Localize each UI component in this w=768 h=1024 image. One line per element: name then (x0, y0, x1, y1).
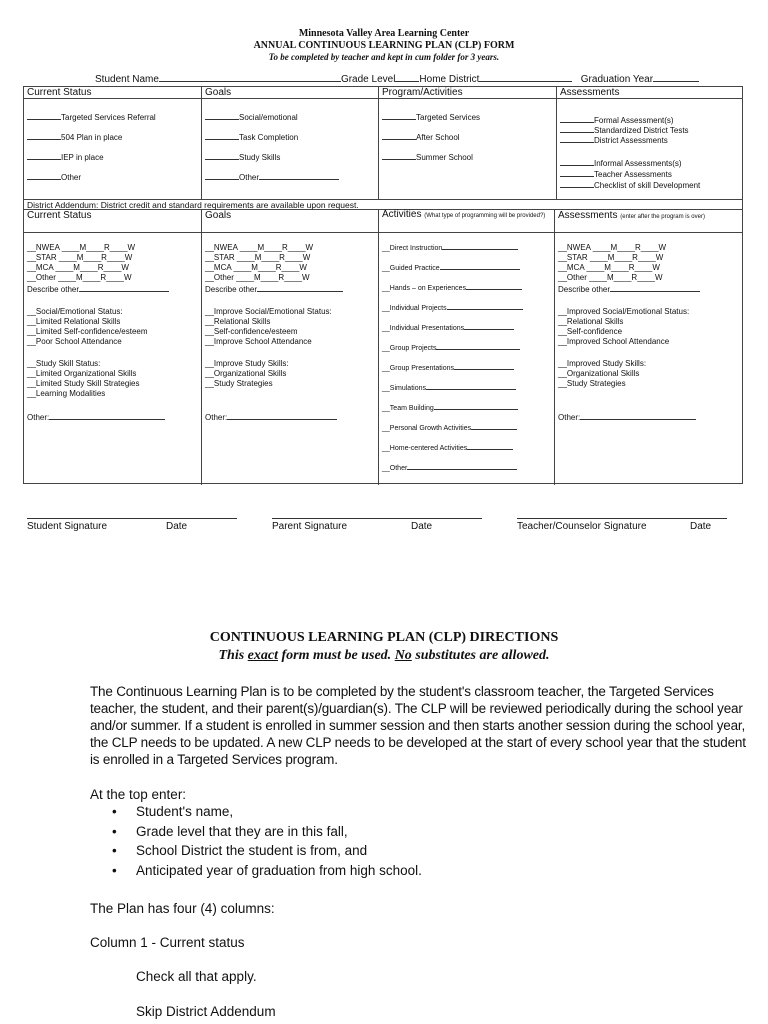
s1-goal-item[interactable]: Study Skills (205, 151, 280, 163)
test-row[interactable]: __NWEA ____M____R____W (205, 243, 314, 252)
skip-addendum-text: Skip District Addendum (136, 1004, 276, 1019)
test-row[interactable]: __STAR ____M____R____W (558, 253, 664, 262)
test-row[interactable]: __Other ____M____R____W (558, 273, 663, 282)
student-name-field[interactable] (159, 73, 341, 82)
grade-level-label: Grade Level (340, 74, 396, 85)
s1-goal-item[interactable]: Social/emotional (205, 111, 298, 123)
four-columns-text: The Plan has four (4) columns: (90, 901, 275, 916)
s1-assessment-item[interactable]: Teacher Assessments (560, 168, 672, 180)
activity-item[interactable]: __Other (382, 459, 523, 479)
s1-status-item[interactable]: Other (27, 171, 81, 183)
test-row[interactable]: __NWEA ____M____R____W (558, 243, 667, 252)
describe-other[interactable]: Describe other (205, 283, 343, 295)
activity-item[interactable]: __Individual Presentations (382, 319, 523, 339)
form-subtitle: To be completed by teacher and kept in cum folder for 3 years. (268, 52, 500, 62)
teacher-date-label: Date (690, 521, 712, 532)
s1-program-item[interactable]: After School (382, 131, 460, 143)
checkbox-item[interactable]: __Study Strategies (558, 379, 626, 388)
list-item: • Anticipated year of graduation from high school. (90, 861, 750, 881)
home-district-field[interactable] (479, 73, 572, 82)
checkbox-item[interactable]: __Improve Study Skills: (205, 359, 289, 368)
student-signature-line[interactable] (27, 518, 237, 519)
list-item: • School District the student is from, and (90, 841, 750, 861)
activity-item[interactable]: __Simulations (382, 379, 523, 399)
test-row[interactable]: __Other ____M____R____W (205, 273, 310, 282)
s1-assessment-item[interactable]: Standardized District Tests (560, 124, 689, 136)
test-row[interactable]: __Other ____M____R____W (27, 273, 132, 282)
checkbox-item[interactable]: __Self-confidence/esteem (205, 327, 298, 336)
checkbox-item[interactable]: __Limited Study Skill Strategies (27, 379, 140, 388)
s1-program-item[interactable]: Targeted Services (382, 111, 480, 123)
checkbox-item[interactable]: __Improved School Attendance (558, 337, 670, 346)
activity-item[interactable]: __Group Presentations (382, 359, 523, 379)
column1-heading: Column 1 - Current status (90, 935, 245, 950)
directions-subtitle: This exact form must be used. No substitutes are allowed. (218, 648, 550, 663)
s2-header-activities: Activities (What type of programming will be provided?) (382, 209, 546, 220)
clp-form-table (23, 86, 743, 484)
s1-status-item[interactable]: Targeted Services Referral (27, 111, 156, 123)
test-row[interactable]: __MCA ____M____R____W (27, 263, 129, 272)
activity-item[interactable]: __Guided Practice (382, 259, 523, 279)
s1-assessment-item[interactable]: Checklist of skill Development (560, 179, 700, 191)
s1-status-item[interactable]: IEP in place (27, 151, 104, 163)
parent-date-label: Date (411, 521, 433, 532)
test-row[interactable]: __STAR ____M____R____W (205, 253, 311, 262)
test-row[interactable]: __NWEA ____M____R____W (27, 243, 136, 252)
checkbox-item[interactable]: __Relational Skills (205, 317, 271, 326)
checkbox-item[interactable]: __Limited Self-confidence/esteem (27, 327, 148, 336)
checkbox-item[interactable]: __Self-confidence (558, 327, 623, 336)
checkbox-item[interactable]: __Limited Relational Skills (27, 317, 121, 326)
s2-header-goals: Goals (205, 210, 232, 221)
checkbox-item[interactable]: __Organizational Skills (558, 369, 640, 378)
checkbox-item[interactable]: __Study Strategies (205, 379, 273, 388)
other-field[interactable]: Other: (27, 411, 169, 423)
s1-header-program: Program/Activities (382, 87, 463, 98)
other-field[interactable]: Other: (205, 411, 343, 423)
checkbox-item[interactable]: __Organizational Skills (205, 369, 287, 378)
s2-activities-column (382, 239, 523, 479)
parent-signature-line[interactable] (272, 518, 482, 519)
student-name-label: Student Name (95, 74, 159, 85)
student-signature-label: Student Signature (27, 521, 108, 532)
checkbox-item[interactable]: __Improved Study Skills: (558, 359, 647, 368)
s2-header-current-status: Current Status (27, 210, 92, 221)
checkbox-item[interactable]: __Improved Social/Emotional Status: (558, 307, 690, 316)
org-name: Minnesota Valley Area Learning Center (298, 28, 470, 39)
s1-header-assessments: Assessments (560, 87, 620, 98)
graduation-year-label: Graduation Year (580, 74, 654, 85)
at-top-list (90, 802, 750, 880)
activity-item[interactable]: __Home-centered Activities (382, 439, 523, 459)
activity-item[interactable]: __Personal Growth Activities (382, 419, 523, 439)
checkbox-item[interactable]: __Social/Emotional Status: (27, 307, 123, 316)
form-title: ANNUAL CONTINUOUS LEARNING PLAN (CLP) FORM (253, 40, 515, 51)
at-top-heading: At the top enter: (90, 787, 187, 802)
list-item: • Student's name, (90, 802, 750, 822)
s2-current-column (27, 243, 169, 423)
list-item: • Grade level that they are in this fall, (90, 822, 750, 842)
checkbox-item[interactable]: __Improve Social/Emotional Status: (205, 307, 332, 316)
check-all-text: Check all that apply. (136, 969, 257, 984)
s1-goal-item[interactable]: Other (205, 171, 339, 183)
test-row[interactable]: __STAR ____M____R____W (27, 253, 133, 262)
s1-assessment-item[interactable]: Informal Assessments(s) (560, 157, 682, 169)
activity-item[interactable]: __Hands – on Experiences (382, 279, 523, 299)
student-date-label: Date (166, 521, 188, 532)
directions-title: CONTINUOUS LEARNING PLAN (CLP) DIRECTIONS (209, 630, 559, 645)
describe-other[interactable]: Describe other (558, 283, 700, 295)
s1-assessment-item[interactable]: District Assessments (560, 134, 668, 146)
activity-item[interactable]: __Team Building (382, 399, 523, 419)
directions-paragraph: The Continuous Learning Plan is to be completed by the student's classroom teacher, the Targeted Services teacher, the student, and their parent(s)/guardian(s). The CLP will be reviewed periodically during the school year and/or summer. If a student is enrolled in summer session and then starts another session during the school year, the CLP needs to be updated. A new CLP needs to be developed at the start of every school year that the student is enrolled in a Targeted Services program. (90, 684, 746, 767)
checkbox-item[interactable]: __Limited Organizational Skills (27, 369, 137, 378)
checkbox-item[interactable]: __Learning Modalities (27, 389, 106, 398)
student-info-line (95, 73, 699, 85)
teacher-signature-line[interactable] (517, 518, 727, 519)
s2-header-assessments: Assessments (enter after the program is over) (558, 210, 705, 221)
district-addendum: District Addendum: District credit and standard requirements are available upon request. (27, 200, 359, 210)
s2-assessments-column (558, 243, 700, 423)
activity-item[interactable]: __Individual Projects (382, 299, 523, 319)
grade-level-field[interactable] (395, 73, 419, 82)
checkbox-item[interactable]: __Relational Skills (558, 317, 624, 326)
s1-status-item[interactable]: 504 Plan in place (27, 131, 122, 143)
teacher-signature-label: Teacher/Counselor Signature (517, 521, 647, 532)
checkbox-item[interactable]: __Poor School Attendance (27, 337, 122, 346)
home-district-label: Home District (419, 74, 480, 85)
s2-goals-column (205, 243, 343, 423)
graduation-year-field[interactable] (653, 73, 699, 82)
describe-other[interactable]: Describe other (27, 283, 169, 295)
s1-header-current-status: Current Status (27, 87, 92, 98)
activity-item[interactable]: __Direct Instruction (382, 239, 523, 259)
checkbox-item[interactable]: __Study Skill Status: (27, 359, 101, 368)
s1-assessment-item[interactable]: Formal Assessment(s) (560, 114, 674, 126)
s1-program-item[interactable]: Summer School (382, 151, 473, 163)
s1-header-goals: Goals (205, 87, 232, 98)
other-field[interactable]: Other: (558, 411, 700, 423)
parent-signature-label: Parent Signature (272, 521, 348, 532)
test-row[interactable]: __MCA ____M____R____W (205, 263, 307, 272)
checkbox-item[interactable]: __Improve School Attendance (205, 337, 312, 346)
activity-item[interactable]: __Group Projects (382, 339, 523, 359)
test-row[interactable]: __MCA ____M____R____W (558, 263, 660, 272)
s1-goal-item[interactable]: Task Completion (205, 131, 298, 143)
